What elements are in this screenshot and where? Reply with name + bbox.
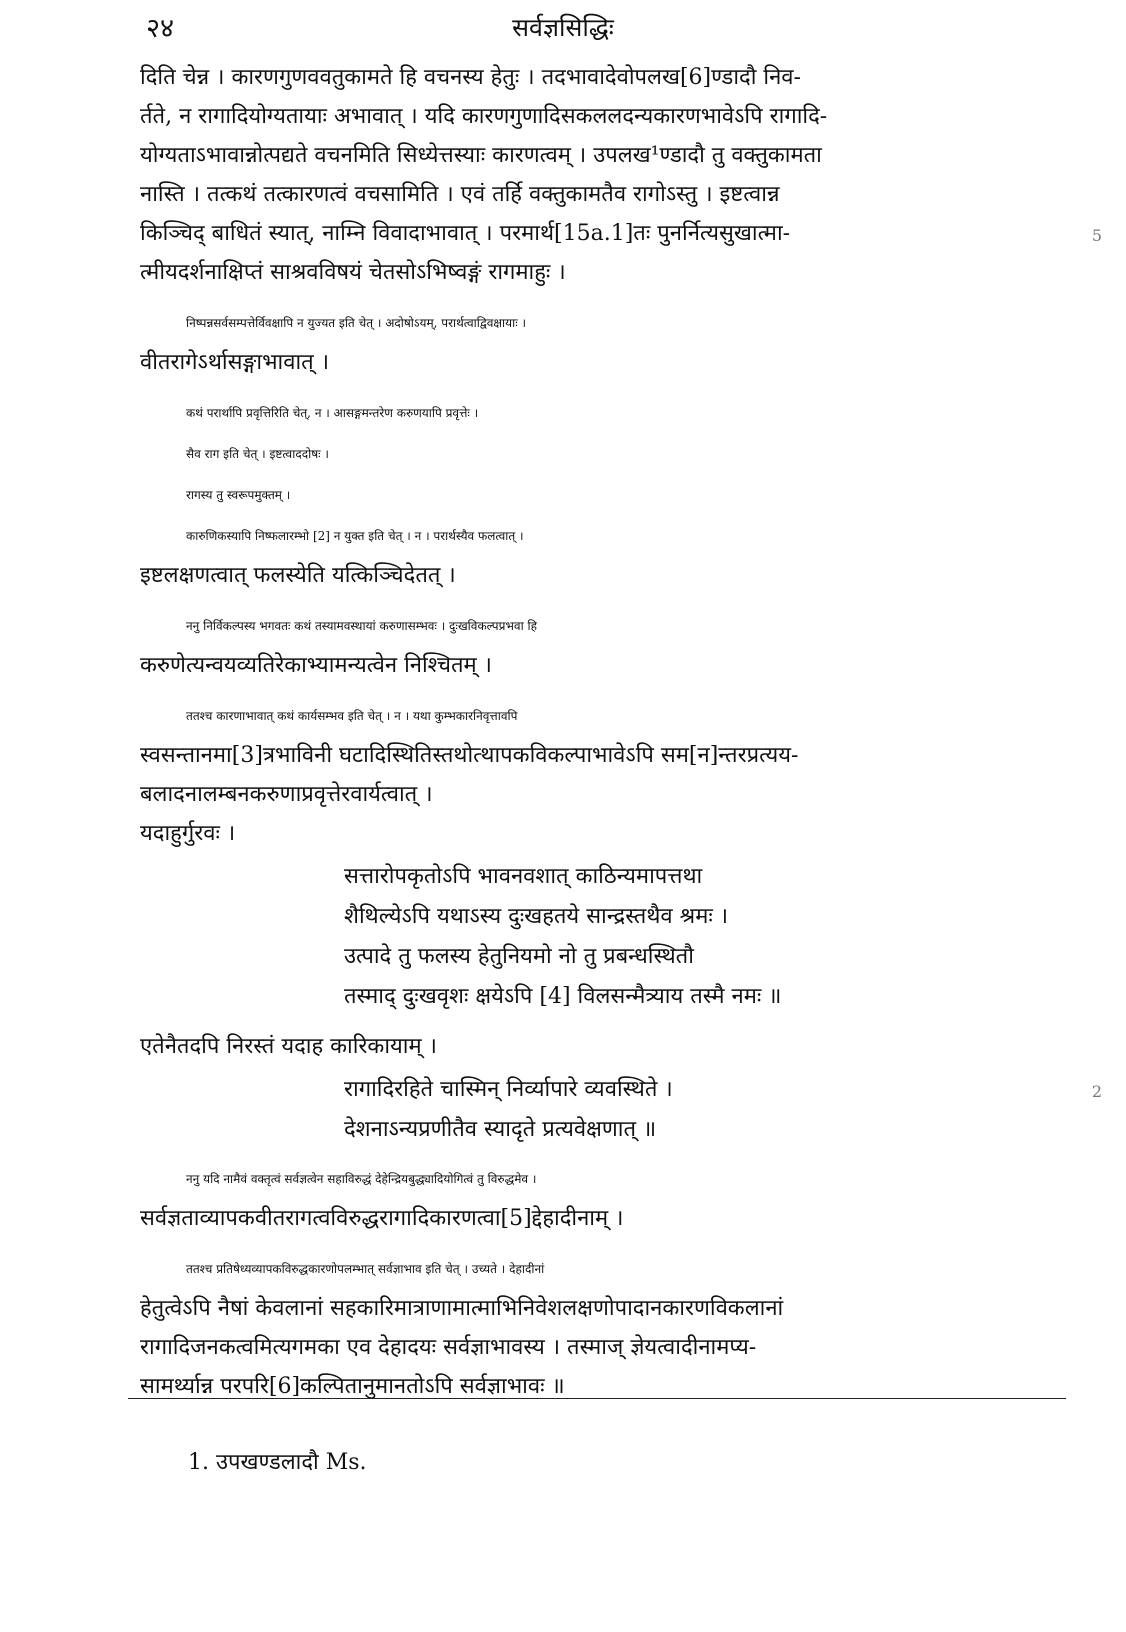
paragraph	[140, 476, 1040, 515]
paragraph	[140, 435, 1040, 474]
paragraph	[140, 1160, 1040, 1238]
text-line: दिति चेन्न । कारणगुणववतुकामते हि वचनस्य हेतुः । तदभावादेवोपलख[6]ण्डादौ निव-	[140, 65, 801, 90]
text-line: वीतरागेऽर्थासङ्गाभावात् ।	[140, 350, 330, 375]
text-line: स्वसन्तानमा[3]त्रभाविनी घटादिस्थितिस्तथोत्थापकविकल्पाभावेऽपि सम[न]न्तरप्रत्यय-	[140, 743, 799, 768]
text-line: करुणेत्यन्वयव्यतिरेकाभ्यामन्यत्वेन निश्चितम् ।	[140, 653, 493, 678]
verse-block	[344, 857, 1040, 1017]
text-line: त्मीयदर्शनाक्षिप्तं साश्रवविषयं चेतसोऽभिष्वङ्गं रागमाहुः ।	[140, 260, 566, 285]
text-line: रागस्य तु स्वरूपमुक्तम् ।	[186, 488, 291, 502]
paragraph	[140, 697, 1040, 814]
text-line: ननु यदि नामैवं वक्तृत्वं सर्वज्ञत्वेन सहाविरुद्धं देहेन्द्रियबुद्ध्यादियोगित्वं तु विरुद्धमेव ।	[186, 1172, 537, 1186]
verse-line: शैथिल्येऽपि यथाऽस्य दुःखहतये सान्द्रस्तथैव श्रमः ।	[344, 904, 729, 929]
text-line: निष्पन्नसर्वसम्पत्तेर्विवक्षापि न युज्यत इति चेत् । अदोषोऽयम्, परार्थत्वाद्विवक्षायाः ।	[186, 316, 526, 330]
text-line: ततश्च प्रतिषेध्यव्यापकविरुद्धकारणोपलम्भात् सर्वज्ञाभाव इति चेत् । उच्यते । देहादीनां	[186, 1262, 545, 1276]
paragraph	[140, 517, 1040, 595]
text-line: कथं परार्थापि प्रवृत्तिरिति चेत्, न । आसङ्गमन्तरेण करुणयापि प्रवृत्तेः ।	[186, 406, 479, 420]
text-line: सैव राग इति चेत् । इष्टत्वाददोषः ।	[186, 447, 329, 461]
paragraph	[140, 58, 1040, 292]
verse-line: देशनाऽन्यप्रणीतैव स्यादृते प्रत्यवेक्षणात् ॥	[344, 1117, 657, 1142]
text-line: सामर्थ्यान्न परपरि[6]कल्पितानुमानतोऽपि सर्वज्ञाभावः ॥	[140, 1374, 565, 1399]
page-header	[0, 8, 1126, 48]
paragraph	[140, 1027, 1040, 1066]
text-line: किञ्चिद् बाधितं स्यात्, नाम्नि विवादाभावात् । परमार्थ[15a.1]तः पुनर्नित्यसुखात्मा-	[140, 221, 791, 246]
footnote-rule	[128, 1398, 1066, 1399]
paragraph	[140, 607, 1040, 685]
verse-line: उत्पादे तु फलस्य हेतुनियमो नो तु प्रबन्धस्थितौ	[344, 944, 694, 969]
paragraph	[140, 1250, 1040, 1406]
paragraph	[140, 304, 1040, 382]
text-line: योग्यताऽभावान्नोत्पद्यते वचनमिति सिध्येत्तस्याः कारणत्वम् । उपलख¹ण्डादौ तु वक्तुकामता	[140, 143, 822, 168]
text-line: नास्ति । तत्कथं तत्कारणत्वं वचसामिति । एवं तर्हि वक्तुकामतैव रागोऽस्तु । इष्टत्वान्न	[140, 182, 780, 207]
text-line: रागादिजनकत्वमित्यगमका एव देहादयः सर्वज्ञाभावस्य । तस्माज् ज्ञेयत्वादीनामप्य-	[140, 1335, 757, 1360]
text-line: कारुणिकस्यापि निष्फलारम्भो [2] न युक्त इति चेत् । न । परार्थस्यैव फलत्वात् ।	[186, 529, 524, 543]
text-line: बलादनालम्बनकरुणाप्रवृत्तेरवार्यत्वात् ।	[140, 782, 433, 807]
page-number: २४	[146, 13, 175, 44]
text-line: र्तते, न रागादियोग्यतायाः अभावात् । यदि कारणगुणादिसकललदन्यकारणभावेऽपि रागादि-	[140, 104, 828, 129]
footnote: 1. उपखण्डलादौ Ms.	[188, 1450, 367, 1475]
margin-line-number: 5	[1091, 226, 1102, 245]
running-title: सर्वज्ञसिद्धिः	[512, 13, 614, 42]
text-line: ननु निर्विकल्पस्य भगवतः कथं तस्यामवस्थायां करुणासम्भवः । दुःखविकल्पप्रभवा हि	[186, 619, 537, 633]
text-line: ततश्च कारणाभावात् कथं कार्यसम्भव इति चेत् । न । यथा कुम्भकारनिवृत्तावपि	[186, 709, 518, 723]
verse-line: रागादिरहिते चास्मिन् निर्व्यापारे व्यवस्थिते ।	[344, 1077, 673, 1102]
verse-line: सत्तारोपकृतोऽपि भावनवशात् काठिन्यमापत्तथा	[344, 864, 703, 889]
text-line: हेतुत्वेऽपि नैषां केवलानां सहकारिमात्राणामात्माभिनिवेशलक्षणोपादानकारणविकलानां	[140, 1296, 784, 1321]
paragraph	[140, 394, 1040, 433]
text-line: सर्वज्ञताव्यापकवीतरागत्वविरुद्धरागादिकारणत्वा[5]द्देहादीनाम् ।	[140, 1206, 624, 1231]
verse-line: तस्माद् दुःखवृशः क्षयेऽपि [4] विलसन्मैत्र्याय तस्मै नमः ॥	[344, 984, 782, 1009]
paragraph	[140, 814, 1040, 853]
text-line: एतेनैतदपि निरस्तं यदाह कारिकायाम् ।	[140, 1034, 437, 1059]
text-line: यदाहुर्गुरवः ।	[140, 821, 236, 846]
text-line: इष्टलक्षणत्वात् फलस्येति यत्किञ्चिदेतत् ।	[140, 563, 456, 588]
verse-block	[344, 1070, 1040, 1150]
body-text	[140, 58, 1040, 1418]
margin-line-number: 2	[1091, 1082, 1102, 1101]
